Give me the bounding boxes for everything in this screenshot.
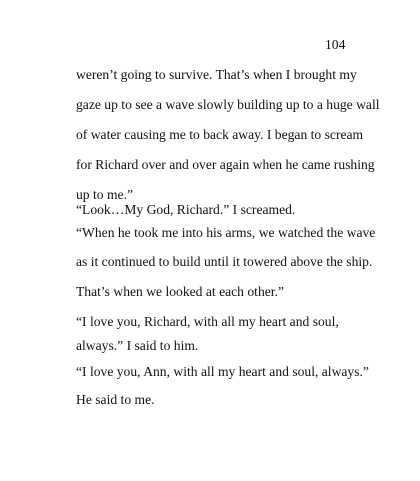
text-line-6: “Look…My God, Richard.” I screamed. (76, 202, 296, 217)
text-line-13: He said to me. (76, 392, 155, 407)
text-line-8: as it continued to build until it towered above the ship. (76, 254, 373, 269)
page-number: 104 (325, 37, 346, 52)
text-line-9: That’s when we looked at each other.” (76, 284, 284, 299)
text-line-12: “I love you, Ann, with all my heart and soul, always.” (76, 364, 369, 379)
text-line-7: “When he took me into his arms, we watched the wave (76, 225, 376, 240)
text-line-1: weren’t going to survive. That’s when I brought my (76, 67, 357, 82)
text-line-3: of water causing me to back away. I began to scream (76, 127, 364, 142)
text-line-11: always.” I said to him. (76, 338, 199, 353)
text-line-5: up to me.” (76, 187, 134, 202)
text-line-2: gaze up to see a wave slowly building up to a huge wall (76, 97, 380, 112)
text-line-4: for Richard over and over again when he came rushing (76, 157, 375, 172)
text-line-10: “I love you, Richard, with all my heart and soul, (76, 314, 339, 329)
